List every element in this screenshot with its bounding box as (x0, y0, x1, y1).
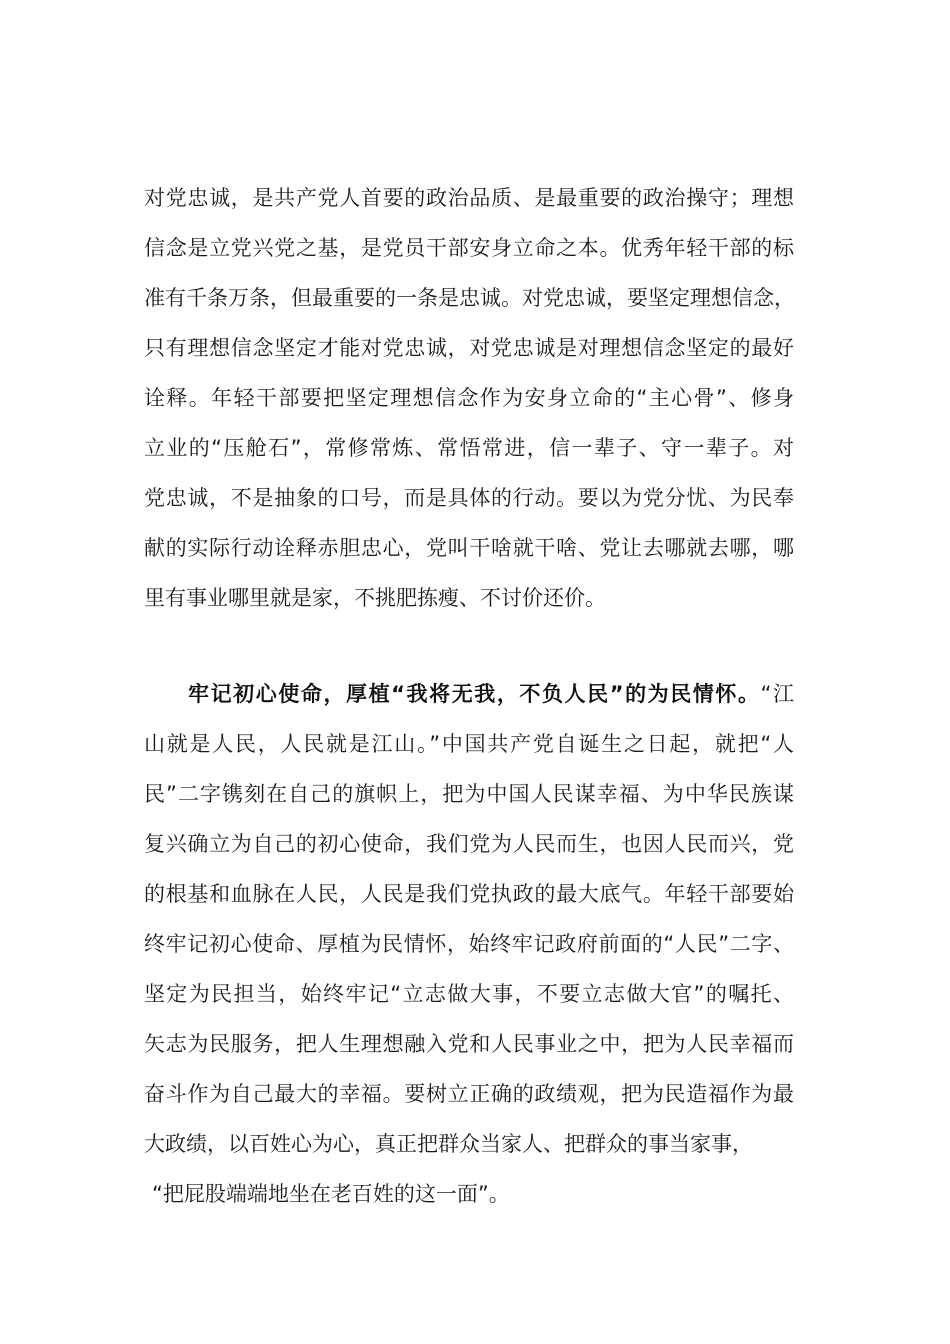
section-heading: 牢记初心使命，厚植“我将无我，不负人民”的为民情怀。 (188, 682, 761, 706)
paragraph-people (144, 669, 794, 1219)
paragraph-line: 献的实际行动诠释赤胆忠心，党叫干啥就干啥、党让去哪就去哪，哪 (144, 536, 794, 560)
paragraph-line: 党忠诚，不是抽象的口号，而是具体的行动。要以为党分忧、为民奉 (144, 486, 794, 510)
paragraph-line: 大政绩，以百姓心为心，真正把群众当家人、把群众的事当家事， (144, 1132, 753, 1156)
paragraph-line: 奋斗作为自己最大的幸福。要树立正确的政绩观，把为民造福作为最 (144, 1082, 794, 1106)
paragraph-line: 山就是人民，人民就是江山。”中国共产党自诞生之日起，就把“人 (144, 732, 794, 756)
paragraph-line: 里有事业哪里就是家，不挑肥拣瘦、不讨价还价。 (144, 586, 606, 610)
paragraph-first-line (144, 669, 794, 719)
paragraph-line: 信念是立党兴党之基，是党员干部安身立命之本。优秀年轻干部的标 (144, 236, 794, 260)
paragraph-line: 终牢记初心使命、厚植为民情怀，始终牢记政府前面的“人民”二字、 (144, 932, 794, 956)
paragraph-line: 对党忠诚，是共产党人首要的政治品质、是最重要的政治操守；理想 (144, 186, 794, 210)
first-line-rest: “江 (760, 682, 794, 706)
paragraph-line: 坚定为民担当，始终牢记“立志做大事，不要立志做大官”的嘱托、 (144, 982, 794, 1006)
paragraph-loyalty (144, 173, 794, 623)
paragraph-line: 复兴确立为自己的初心使命，我们党为人民而生，也因人民而兴，党 (144, 832, 794, 856)
paragraph-line: “把屁股端端地坐在老百姓的这一面”。 (152, 1182, 510, 1206)
paragraph-line: 只有理想信念坚定才能对党忠诚，对党忠诚是对理想信念坚定的最好 (144, 336, 794, 360)
paragraph-line: 的根基和血脉在人民，人民是我们党执政的最大底气。年轻干部要始 (144, 882, 794, 906)
paragraph-line: 民”二字镌刻在自己的旗帜上，把为中国人民谋幸福、为中华民族谋 (144, 782, 794, 806)
paragraph-line: 准有千条万条，但最重要的一条是忠诚。对党忠诚，要坚定理想信念， (144, 286, 795, 310)
paragraph-line: 立业的“压舱石”，常修常炼、常悟常进，信一辈子、守一辈子。对 (144, 436, 794, 460)
paragraph-line: 矢志为民服务，把人生理想融入党和人民事业之中，把为人民幸福而 (144, 1032, 794, 1056)
paragraph-line: 诠释。年轻干部要把坚定理想信念作为安身立命的“主心骨”、修身 (144, 386, 794, 410)
